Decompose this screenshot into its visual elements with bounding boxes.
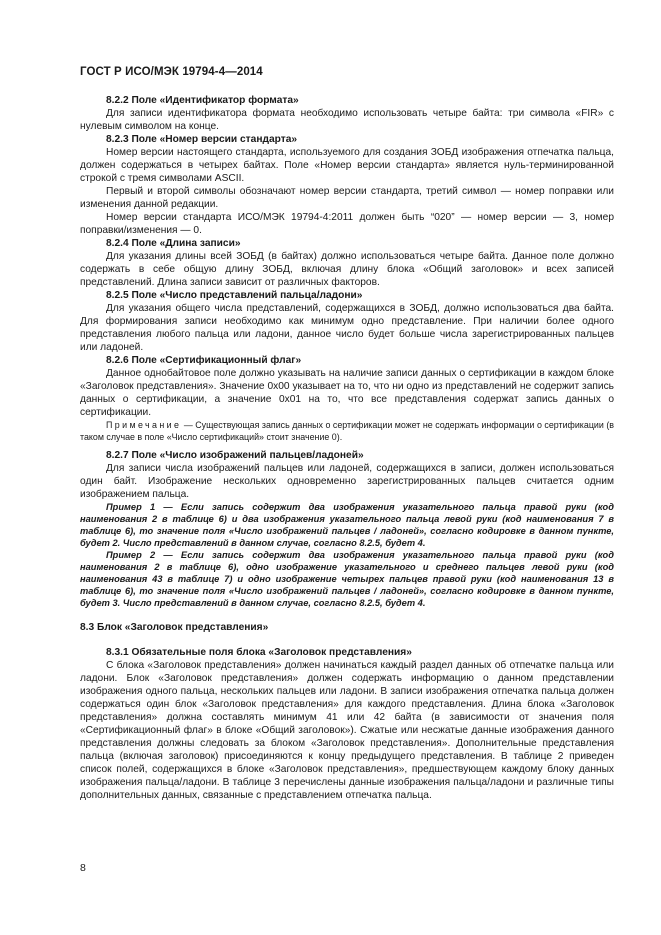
page-number: 8 <box>80 862 86 874</box>
section-8-2-5-paragraph: Для указания общего числа представлений, содержащихся в ЗОБД, должно использоваться два байта. Для формирования записи необходимо как минимум одно представление. При наличии более одного представления любого пальца или ладони, данное число будет больше числа зарегистрированных пальцев или ладоней. <box>80 303 614 353</box>
section-8-2-3-paragraph-1: Номер версии настоящего стандарта, используемого для создания ЗОБД изображения отпечатка пальца, должен содержаться в четырех байтах. Поле «Номер версии стандарта» является нуль-терминированной строкой с тремя символами ASCII. <box>80 147 614 184</box>
section-8-2-3-paragraph-2: Первый и второй символы обозначают номер версии стандарта, третий символ — номер поправки или изменения данной редакции. <box>80 186 614 210</box>
section-8-2-6-title: 8.2.6 Поле «Сертификационный флаг» <box>106 355 302 366</box>
example-2: Пример 2 — Если запись содержит два изображения указательного пальца правой руки (код наименования 2 в таблице 6), одно изображение указательного и среднего пальцев левой руки (код наименования 43 в таблице 7) и одно изображение четырех пальцев правой руки (код наименования 13 в таблице 6), то значение поля «Число изображений пальцев / ладоней», согласно кодировке в данном пункте, будет 3. Число представлений в данном случае, согласно 8.2.5, будет 4. <box>80 550 614 608</box>
section-8-2-7-paragraph: Для записи числа изображений пальцев или ладоней, содержащихся в записи, должен использоваться один байт. Изображение нескольких одновременно зарегистрированных пальцев считается одним изображением пальца. <box>80 463 614 500</box>
section-8-3-1-title: 8.3.1 Обязательные поля блока «Заголовок представления» <box>106 647 412 658</box>
section-8-2-4-title: 8.2.4 Поле «Длина записи» <box>106 238 241 249</box>
section-8-3-1-paragraph: С блока «Заголовок представления» должен начинаться каждый раздел данных об отпечатке пальца или ладони. Блок «Заголовок представления» должен содержать информацию о данном представлении изображения одного пальца, нескольких пальцев или ладони. В записи изображения отпечатка пальца должен содержаться один блок «Заголовок представления» для каждого представления. Длина блока «Заголовок представления» должна составлять минимум 41 или 42 байта (в зависимости от значения поля «Сертификационный флаг» в блоке «Общий заголовок»). Сжатые или несжатые данные изображения данного представления должны следовать за блоком «Заголовок представления». Дополнительные представления пальца (включая заголовок) присоединяются к концу предыдущего представления. В таблице 2 приведен список полей, содержащихся в блоке «Заголовок представления», предшествующем каждому блоку данных изображения пальца/ладони. В таблице 3 перечислены данные изображения пальца/ладони и различные типы дополнительных данных, связанные с представлением отпечатка пальца. <box>80 660 614 801</box>
document-header: ГОСТ Р ИСО/МЭК 19794-4—2014 <box>80 66 263 78</box>
note-label: Примечание <box>106 420 182 430</box>
example-1: Пример 1 — Если запись содержит два изображения указательного пальца правой руки (код наименования 2 в таблице 6) и два изображения указательного пальца левой руки (код наименования 7 в таблице 6), то значение поля «Число изображений пальцев / ладоней», согласно кодировке в данном пункте, будет 2. Число представлений в данном случае, согласно 8.2.5, будет 4. <box>80 502 614 548</box>
document-body <box>80 94 614 802</box>
section-8-3-title: 8.3 Блок «Заголовок представления» <box>80 622 269 633</box>
section-8-2-3-paragraph-3: Номер версии стандарта ИСО/МЭК 19794-4:2011 должен быть “020” — номер версии — 3, номер поправки/изменения — 0. <box>80 212 614 236</box>
section-8-2-3-title: 8.2.3 Поле «Номер версии стандарта» <box>106 134 298 145</box>
note <box>80 419 614 443</box>
section-8-2-4-paragraph: Для указания длины всей ЗОБД (в байтах) должно использоваться четыре байта. Данное поле должно содержать в себе общую длину ЗОБД, включая длину блока «Общий заголовок» и всех записей представлений. Длина записи зависит от различных факторов. <box>80 251 614 288</box>
note-text: — Существующая запись данных о сертификации может не содержать информации о сертификации (в таком случае в поле «Число сертификаций» стоит значение 0). <box>80 420 614 442</box>
section-8-2-2-title: 8.2.2 Поле «Идентификатор формата» <box>106 95 299 106</box>
section-8-2-6-paragraph: Данное однобайтовое поле должно указывать на наличие записи данных о сертификации в каждом блоке «Заголовок представления». Значение 0х00 указывает на то, что ни одно из представлений не содержит запись данных о сертификации, а значение 0х01 на то, что все представления содержат запись данных о сертификации. <box>80 368 614 418</box>
section-8-2-5-title: 8.2.5 Поле «Число представлений пальца/ладони» <box>106 290 363 301</box>
section-8-2-2-paragraph: Для записи идентификатора формата необходимо использовать четыре байта: три символа «FIR» с нулевым символом на конце. <box>80 108 614 132</box>
section-8-2-7-title: 8.2.7 Поле «Число изображений пальцев/ладоней» <box>106 450 364 461</box>
